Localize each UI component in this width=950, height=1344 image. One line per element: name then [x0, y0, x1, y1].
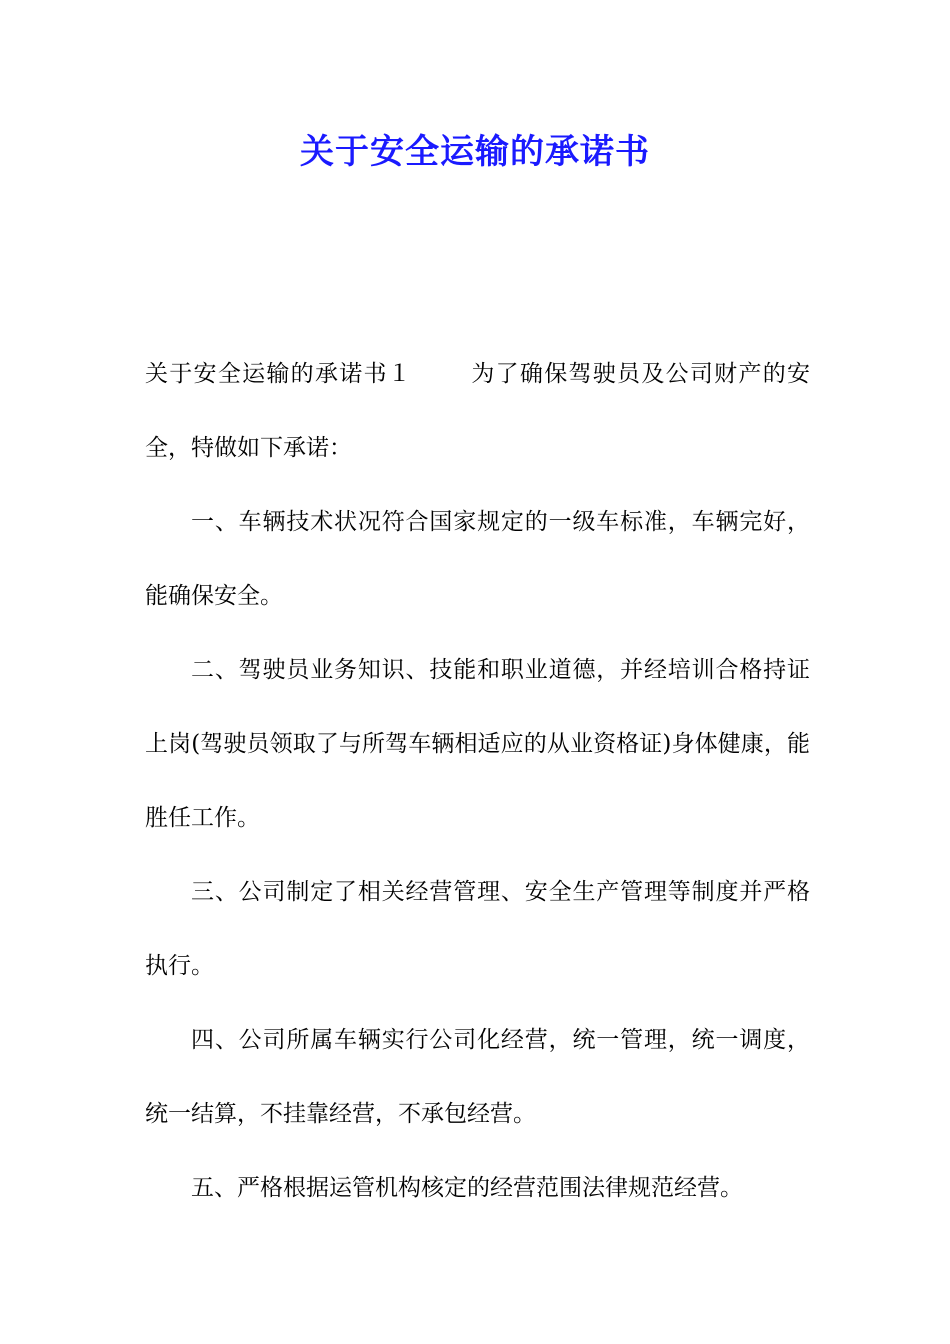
intro-text: 为了确保驾驶员及公司财产的安全，特做如下承诺：: [145, 361, 811, 461]
document-body: [145, 337, 810, 1225]
commitment-item-3: 三、公司制定了相关经营管理、安全生产管理等制度并严格执行。: [145, 879, 810, 979]
document-title: 关于安全运输的承诺书: [300, 132, 650, 172]
commitment-item-4: 四、公司所属车辆实行公司化经营，统一管理，统一调度，统一结算，不挂靠经营，不承包经营。: [145, 1027, 810, 1127]
intro-heading: 关于安全运输的承诺书１: [145, 361, 413, 387]
commitment-item-5: 五、严格根据运管机构核定的经营范围法律规范经营。: [191, 1175, 743, 1201]
commitment-item-1: 一、车辆技术状况符合国家规定的一级车标准，车辆完好，能确保安全。: [145, 509, 810, 609]
intro-paragraph: [145, 337, 810, 485]
commitment-item-2: 二、驾驶员业务知识、技能和职业道德，并经培训合格持证上岗(驾驶员领取了与所驾车辆相适应的从业资格证)身体健康，能胜任工作。: [145, 657, 810, 831]
